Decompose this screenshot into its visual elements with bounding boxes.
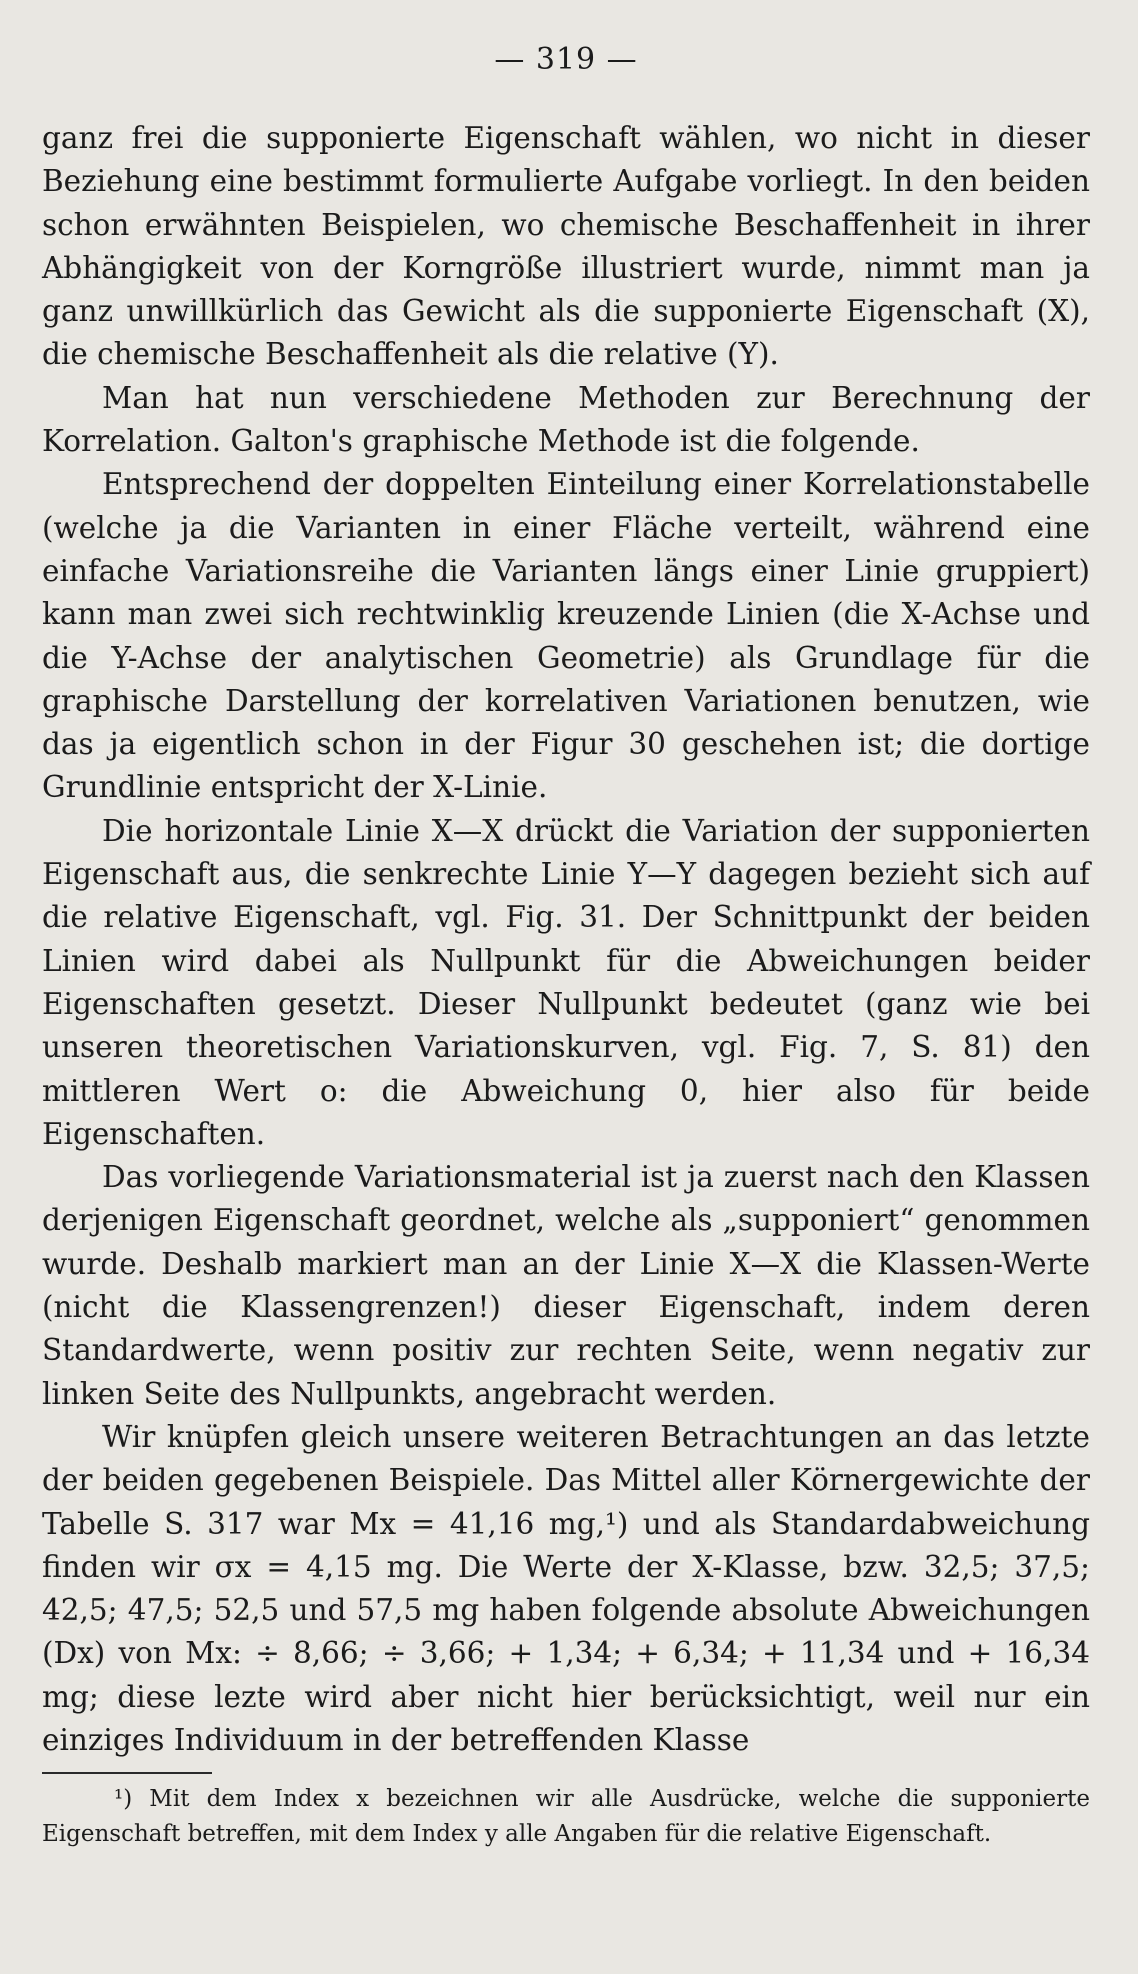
paragraph-1: ganz frei die supponierte Eigenschaft wählen, wo nicht in dieser Beziehung eine bestimmt formulierte Aufgabe vorliegt. In den beiden schon erwähnten Beispielen, wo chemische Beschaffenheit in ihrer Abhängigkeit von der Korngröße illustriert wurde, nimmt man ja ganz unwillkürlich das Gewicht als die supponierte Eigenschaft (X), die chemische Beschaffenheit als die relative (Y). xyxy=(42,121,1090,372)
footnote-text: ¹) Mit dem Index x bezeichnen wir alle Ausdrücke, welche die supponierte Eigenschaft betreffen, mit dem Index y alle Angaben für die relative Eigenschaft. xyxy=(42,1786,1090,1848)
main-text xyxy=(42,117,1090,1762)
footnote-divider xyxy=(42,1772,212,1774)
paragraph-6: Wir knüpfen gleich unsere weiteren Betrachtungen an das letzte der beiden gegebenen Beispiele. Das Mittel aller Körnergewichte der Tabelle S. 317 war Mx = 41,16 mg,¹) und als Standardabweichung finden wir σx = 4,15 mg. Die Werte der X-Klasse, bzw. 32,5; 37,5; 42,5; 47,5; 52,5 und 57,5 mg haben folgende absolute Abweichungen (Dx) von Mx: ÷ 8,66; ÷ 3,66; + 1,34; + 6,34; + 11,34 und + 16,34 mg; diese lezte wird aber nicht hier berücksichtigt, weil nur ein einziges Individuum in der betreffenden Klasse xyxy=(42,1419,1090,1757)
paragraph-5: Das vorliegende Variationsmaterial ist ja zuerst nach den Klassen derjenigen Eigenschaft geordnet, welche als „supponiert“ genommen wurde. Deshalb markiert man an der Linie X—X die Klassen-Werte (nicht die Klassengrenzen!) dieser Eigenschaft, indem deren Standardwerte, wenn positiv zur rechten Seite, wenn negativ zur linken Seite des Nullpunkts, angebracht werden. xyxy=(42,1160,1090,1411)
paragraph-4: Die horizontale Linie X—X drückt die Variation der supponierten Eigenschaft aus, die senkrechte Linie Y—Y dagegen bezieht sich auf die relative Eigenschaft, vgl. Fig. 31. Der Schnittpunkt der beiden Linien wird dabei als Nullpunkt für die Abweichungen beider Eigenschaften gesetzt. Dieser Nullpunkt bedeutet (ganz wie bei unseren theoretischen Variationskurven, vgl. Fig. 7, S. 81) den mittleren Wert o: die Abweichung 0, hier also für beide Eigenschaften. xyxy=(42,813,1090,1151)
paragraph-3: Entsprechend der doppelten Einteilung einer Korrelationstabelle (welche ja die Varianten in einer Fläche verteilt, während eine einfache Variationsreihe die Varianten längs einer Linie gruppiert) kann man zwei sich rechtwinklig kreuzende Linien (die X-Achse und die Y-Achse der analytischen Geometrie) als Grundlage für die graphische Darstellung der korrelativen Variationen benutzen, wie das ja eigentlich schon in der Figur 30 geschehen ist; die dortige Grundlinie entspricht der X-Linie. xyxy=(42,467,1090,805)
paragraph-2: Man hat nun verschiedene Methoden zur Berechnung der Korrelation. Galton's graphische Methode ist die folgende. xyxy=(42,380,1090,459)
page-number: — 319 — xyxy=(494,42,638,77)
footnote xyxy=(42,1782,1090,1852)
